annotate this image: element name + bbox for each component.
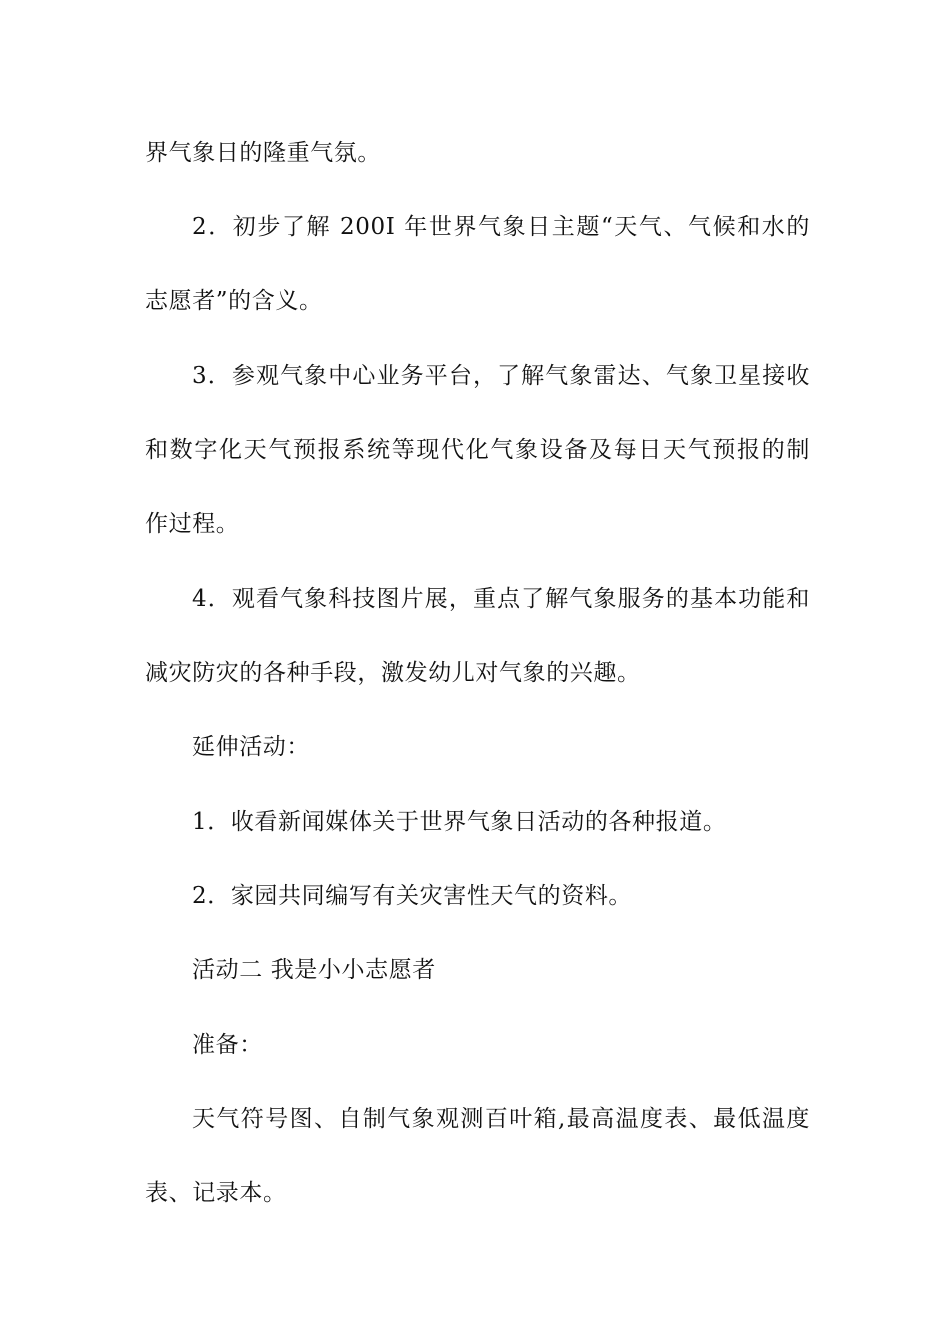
paragraph-line-14: 天气符号图、自制气象观测百叶箱,最高温度表、最低温度 — [192, 1106, 810, 1132]
paragraph-line-2: 2．初步了解 200I 年世界气象日主题“天气、气候和水的 — [192, 214, 810, 240]
paragraph-line-15: 表、记录本。 — [145, 1180, 287, 1206]
paragraph-line-8: 减灾防灾的各种手段，激发幼儿对气象的兴趣。 — [145, 660, 641, 686]
section-heading-extension: 延伸活动： — [192, 734, 310, 760]
paragraph-line-1: 界气象日的隆重气氛。 — [145, 140, 381, 166]
paragraph-line-4: 3．参观气象中心业务平台，了解气象雷达、气象卫星接收 — [192, 363, 810, 389]
paragraph-line-7: 4．观看气象科技图片展，重点了解气象服务的基本功能和 — [192, 586, 810, 612]
paragraph-line-11: 2．家园共同编写有关灾害性天气的资料。 — [192, 883, 633, 909]
section-heading-preparation: 准备： — [192, 1032, 263, 1058]
activity-title: 活动二 我是小小志愿者 — [192, 957, 436, 983]
paragraph-line-10: 1．收看新闻媒体关于世界气象日活动的各种报道。 — [192, 809, 727, 835]
paragraph-line-5: 和数字化天气预报系统等现代化气象设备及每日天气预报的制 — [145, 437, 810, 463]
paragraph-line-3: 志愿者”的含义。 — [145, 288, 323, 314]
paragraph-line-6: 作过程。 — [145, 511, 240, 537]
